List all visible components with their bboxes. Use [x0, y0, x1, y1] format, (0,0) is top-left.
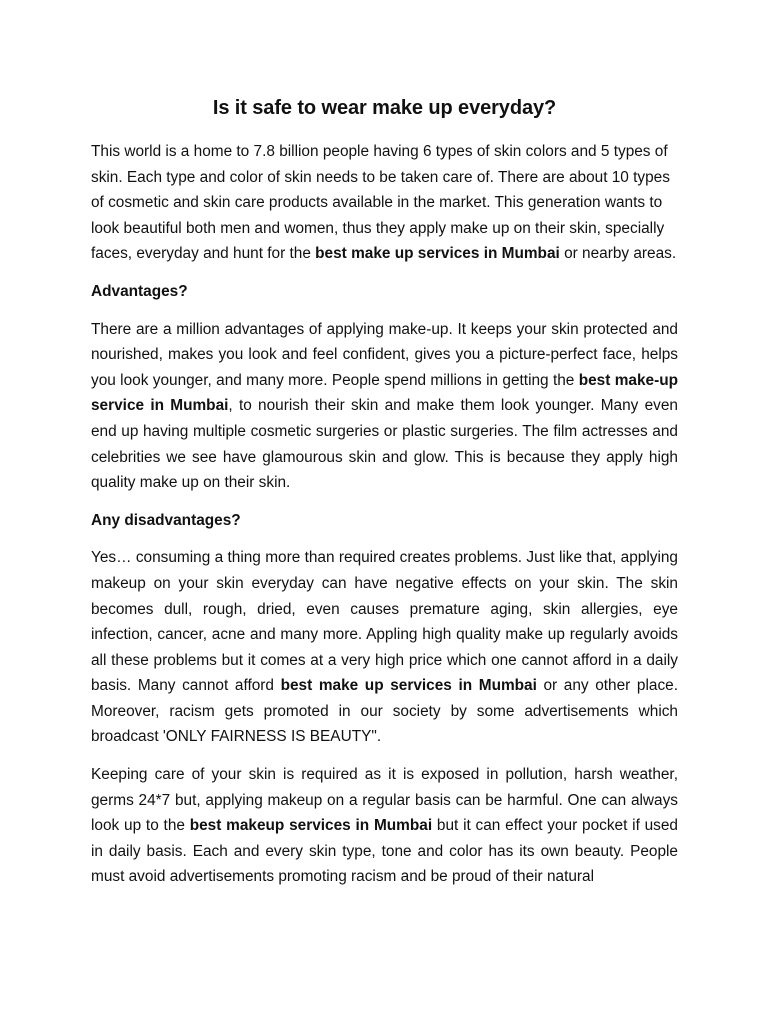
disadvantages-paragraph-text-end: or any other place. Moreover, racism gets promoted in our society by some advertisements which broadcast 'ONLY FAIRNESS IS BEAUTY".	[91, 677, 678, 746]
disadvantages-heading: Any disadvantages?	[91, 511, 241, 529]
advantages-paragraph-text: There are a million advantages of applying make-up. It keeps your skin protected and nourished, makes you look and feel confident, gives you a picture-perfect face, helps you look younger, and many more. People spend millions in getting the	[91, 320, 678, 389]
advantages-heading: Advantages?	[91, 282, 188, 300]
intro-paragraph	[91, 139, 678, 267]
advantages-paragraph	[91, 317, 678, 496]
closing-paragraph	[91, 762, 678, 890]
closing-paragraph-text-end: but it can effect your pocket if used in daily basis. Each and every skin type, tone and color has its own beauty. People must avoid advertisements promoting racism and be proud of their natural	[91, 817, 678, 886]
disadvantages-paragraph-text: Yes… consuming a thing more than required creates problems. Just like that, applying makeup on your skin everyday can have negative effects on your skin. The skin becomes dull, rough, dried, even causes premature aging, skin allergies, eye infection, cancer, acne and many more. Appling high quality make up regularly avoids all these problems but it comes at a very high price which one cannot afford in a daily basis. Many cannot afford	[91, 549, 678, 695]
disadvantages-paragraph-bold-phrase: best make up services in Mumbai	[280, 677, 537, 695]
closing-paragraph-text: Keeping care of your skin is required as it is exposed in pollution, harsh weather, germs 24*7 but, applying makeup on a regular basis can be harmful. One can always look up to the	[91, 766, 678, 835]
disadvantages-paragraph	[91, 545, 678, 750]
intro-paragraph-bold-phrase: best make up services in Mumbai	[315, 245, 560, 263]
advantages-paragraph-text-end: , to nourish their skin and make them look younger. Many even end up having multiple cosmetic surgeries or plastic surgeries. The film actresses and celebrities we see have glamourous skin and glow. This is because they apply high quality make up on their skin.	[91, 397, 678, 492]
intro-paragraph-text: This world is a home to 7.8 billion people having 6 types of skin colors and 5 types of skin. Each type and color of skin needs to be taken care of. There are about 10 types of cosmetic and skin care products available in the market. This generation wants to look beautiful both men and women, thus they apply make up on their skin, specially faces, everyday and hunt for the	[91, 143, 670, 263]
intro-paragraph-text-end: or nearby areas.	[559, 245, 677, 263]
closing-paragraph-bold-phrase: best makeup services in Mumbai	[189, 817, 433, 835]
document-body	[91, 94, 678, 902]
document-title: Is it safe to wear make up everyday?	[212, 97, 557, 119]
advantages-paragraph-bold-phrase: best make-up service in Mumbai	[91, 371, 679, 415]
